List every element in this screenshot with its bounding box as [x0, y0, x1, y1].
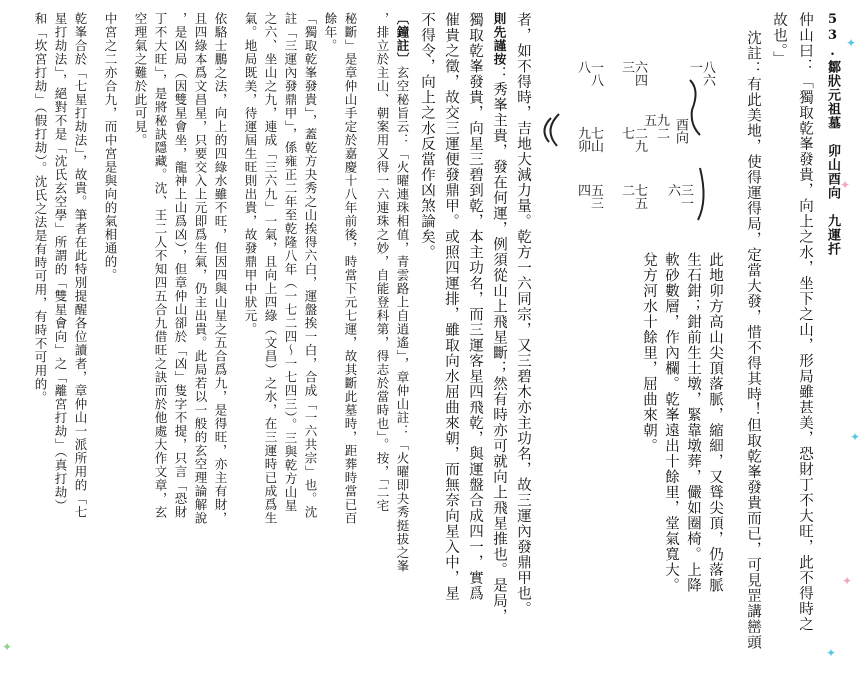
annotation-column: 丁不大旺」，是將秘訣隱藏。沈、王二人不知四五合九借旺之訣而於他處大作文章，玄 — [153, 12, 168, 519]
chart-cell: 一八 六 — [690, 61, 717, 89]
facing-direction-label: 酉向 — [673, 118, 688, 144]
annotation-column: 乾峯合於「七星打劫法」，故貴。筆者在此特別提醒各位讀者，章仲山一派所用的「七 — [73, 12, 88, 519]
annotation-tag: 〔鐘註〕 — [395, 12, 410, 66]
annotation-column: 且四綠本爲文昌星，只要交入上元即爲生氣，仍主出貴。此局若以一般的玄空理論解說 — [193, 12, 208, 525]
annotation-column: 餘年。 — [323, 12, 338, 53]
annotation-column: 中宮之二亦合九，而中宮是與向的氣相通的。 — [103, 12, 118, 282]
commentary-tag: 則先謹按 — [492, 12, 507, 66]
annotation-column: 空理氣之難於此可見。 — [133, 12, 148, 147]
mountain-symbol — [537, 110, 567, 150]
annotation-column: 秘斷」是章仲山手定於嘉慶十八年前後，時當下元七運，故其斷此墓時，距葬時當已百 — [343, 12, 358, 525]
commentary-column: 沈註：有此美地，使得運得局，定當大發，惜不得其時！但取乾峯發貴而已，可見罡講巒頭 — [745, 30, 761, 650]
sparkle-icon: ✦ — [842, 574, 853, 588]
landform-description: 兌方河水十餘里，屈曲來朝。 — [641, 252, 657, 454]
sparkle-icon: ✦ — [840, 178, 851, 192]
landform-description: 軟砂數層，作內欄。乾峯遠出十餘里，堂氣寬大。 — [663, 252, 679, 593]
annotation-text: 玄空秘旨云：「火曜連珠相值，青雲路上自逍遙」，章仲山註：「火曜即夬秀挺拔之峯 — [395, 66, 410, 573]
sparkle-icon: ✦ — [846, 36, 857, 50]
commentary-column: 催貴之徵，故交三運便發鼎甲。或照四運排，雖取向水屈曲來朝，而無奈向星入中，星 — [443, 12, 459, 601]
sparkle-icon: ✦ — [850, 430, 861, 444]
chart-cell: 三六 四 — [622, 61, 649, 89]
commentary-column: 不得令，向上之水反當作凶煞論矣。 — [419, 12, 435, 260]
commentary-column: 者，如不得時，吉地大減力量。乾方一六同宗，又三碧木亦主功名，故三運內發鼎甲也。 — [515, 12, 531, 617]
sparkle-icon: ✦ — [2, 640, 13, 654]
annotation-column: 「獨取乾峯發貴」，蓋乾方夬秀之山挨得六白，運盤挨一白，合成「一六共宗」也。沈 — [303, 12, 318, 519]
landform-description: 此地卯方高山尖頂落脈，縮細，又聳尖頂，仍落脈 — [707, 252, 723, 593]
annotation-column: 和「坎宮打劫」（假打劫）。沈氏之法是有時可用，有時不可用的。 — [33, 12, 48, 405]
annotation-column — [394, 12, 410, 664]
chart-cell: 八一 八 — [578, 61, 605, 89]
annotation-column: ，排立於主山、朝案用又得一六連珠之妙，自能登科第，得志於當時也」。按，「二宅 — [375, 12, 390, 513]
chart-cell: 六三 一 — [668, 184, 695, 212]
commentary-text: ：秀峯主貴，發在何運，例須從山上飛星斷；然有時亦可就向上飛星推也。是局， — [491, 66, 507, 624]
sparkle-icon: ✦ — [826, 646, 837, 660]
annotation-column: 星打劫法」，絕對不是「沈氏玄空學」所謂的「雙星會向」之「離宮打劫」（真打劫） — [53, 12, 68, 513]
chart-cell: 五九 二 — [644, 114, 671, 142]
chart-cell: 九七 卯山 — [578, 127, 605, 155]
annotation-column: 註「三運內發鼎甲」，係雍正二年至乾隆八年（一七二四～一七四三）。三與乾方山星 — [283, 12, 298, 513]
commentary-column — [488, 12, 508, 664]
landform-description: 生石鉗；鉗前生土墩，緊靠墩葬，儼如圈椅。上降 — [685, 252, 701, 593]
annotation-column: 氣。地局既美，待運屆生旺則出貴，故發鼎甲中狀元。 — [243, 12, 258, 336]
chart-cell: 二七 五 — [622, 184, 649, 212]
annotation-column: 之六、坐山之九，連成「三六九」一氣，且向上四綠（文昌）之水，在三運時已成爲生 — [263, 12, 278, 525]
chart-cell: 七二 九 — [622, 127, 649, 155]
commentary-column: 獨取乾峯發貴，向星三碧到乾，本主功名，而三運客星四飛乾，與運盤合成四一，實爲 — [467, 12, 483, 601]
main-text-column: 故也。」 — [771, 12, 787, 67]
main-text-column: 仲山曰：「獨取乾峯發貴，向上之水，坐下之山，形局雖甚美，恐財丁不大旺，此不得時之 — [797, 12, 813, 632]
section-header: 53.鄒狀元祖墓 卯山酉向 九運扦 — [825, 12, 840, 256]
chart-cell: 四五 三 — [578, 184, 605, 212]
annotation-column: 依駱士鵬之法，向上的四綠水雖不旺，但因四與山星之五合爲九，是得旺，亦主有財， — [213, 12, 228, 525]
annotation-column: ，是凶局（因雙星會坐，龍神上山爲凶），但章仲山卻於「凶」隻字不提，只言「恐財 — [173, 12, 188, 519]
